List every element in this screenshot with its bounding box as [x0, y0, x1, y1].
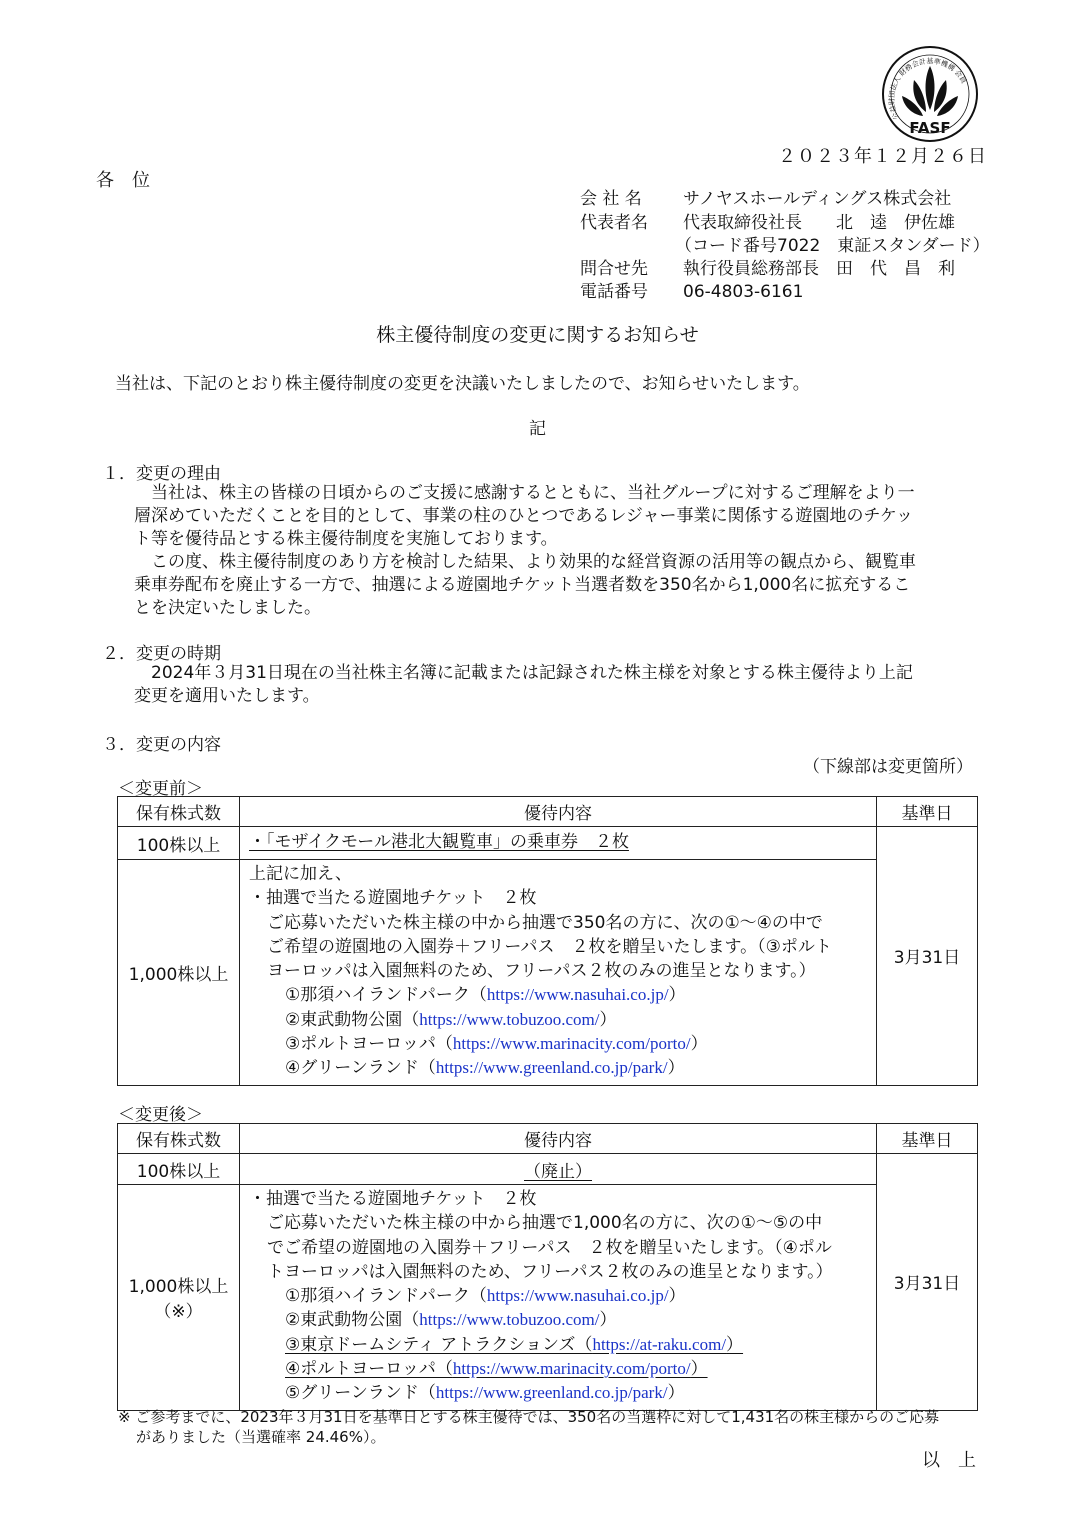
- table-row: [118, 827, 978, 860]
- park-name: ⑤グリーンランド（: [285, 1383, 436, 1404]
- header-shares: 保有株式数: [118, 797, 240, 827]
- park-bracket: ）: [599, 1310, 617, 1331]
- park-name: ④グリーンランド（: [285, 1058, 436, 1079]
- header-date: 基準日: [877, 1124, 978, 1154]
- footnote-line: ※ ご参考までに、2023年３月31日を基準日とする株主優待では、350名の当選枠に対して1,431名の株主様からのご応募: [118, 1408, 940, 1426]
- shares-value: 1,000株以上: [128, 1277, 229, 1298]
- record-date-cell: 3月31日: [877, 1154, 978, 1411]
- company-name-label: 会 社 名: [580, 189, 642, 209]
- section1-heading: １．変更の理由: [102, 464, 221, 484]
- footnote: [118, 1407, 939, 1447]
- park-name: ②東武動物公園（: [285, 1310, 420, 1331]
- park-name: ①那須ハイランドパーク（: [285, 1286, 487, 1307]
- representative-label: 代表者名: [580, 213, 648, 233]
- park-bracket: ）: [668, 985, 686, 1006]
- benefit-line: でご希望の遊園地の入園券＋フリーパス ２枚を贈呈いたします。（④ポル: [267, 1237, 832, 1258]
- park-bracket: ）: [667, 1383, 685, 1404]
- park-url[interactable]: https://www.nasuhai.co.jp/: [486, 1286, 669, 1306]
- table-header-row: [118, 1124, 978, 1154]
- stock-code: （コード番号7022 東証スタンダード）: [675, 236, 990, 256]
- park-bracket: ）: [726, 1334, 744, 1355]
- park-bracket: ）: [667, 1058, 685, 1079]
- benefit-line: ヨーロッパは入園無料のため、フリーパス２枚のみの進呈となります。）: [267, 961, 816, 982]
- header-content: 優待内容: [240, 1124, 877, 1154]
- section1-line: とを決定いたしました。: [134, 598, 321, 618]
- park-item: [249, 1056, 868, 1080]
- table-row: [118, 1154, 978, 1185]
- ki-mark: 記: [529, 419, 546, 439]
- park-item: [249, 1284, 868, 1308]
- section1-line: 当社は、株主の皆様の日頃からのご支援に感謝するとともに、当社グループに対するご理解をより一: [151, 483, 915, 503]
- logo-ring-text: 公益財団法人 財務会計基準機構 会員: [887, 57, 968, 121]
- section1-line: ト等を優待品とする株主優待制度を実施しております。: [134, 529, 558, 549]
- benefit-line: トヨーロッパは入園無料のため、フリーパス２枚のみの進呈となります。）: [267, 1261, 833, 1282]
- park-url[interactable]: https://www.tobuzoo.com/: [419, 1009, 600, 1029]
- park-bracket: ）: [668, 1286, 686, 1307]
- section2-line: 2024年３月31日現在の当社株主名簿に記載または記録された株主様を対象とする株主優待より上記: [151, 663, 913, 683]
- intro-text: 当社は、下記のとおり株主優待制度の変更を決議いたしましたので、お知らせいたします。: [115, 374, 810, 394]
- table-header-row: [118, 797, 978, 827]
- closing-mark: 以 上: [922, 1450, 976, 1471]
- benefit-line: ご応募いただいた株主様の中から抽選で350名の方に、次の①～④の中で: [267, 912, 823, 933]
- park-url[interactable]: https://www.tobuzoo.com/: [419, 1310, 600, 1330]
- header-content: 優待内容: [240, 797, 877, 827]
- contact-label: 問合せ先: [580, 259, 648, 279]
- after-label: ＜変更後＞: [118, 1105, 203, 1125]
- record-date-cell: 3月31日: [877, 827, 978, 1086]
- company-name: サノヤスホールディングス株式会社: [683, 189, 952, 209]
- park-url[interactable]: https://at-raku.com/: [592, 1334, 727, 1354]
- park-item: [249, 1032, 868, 1056]
- document-date: ２０２３年１２月２６日: [778, 146, 987, 167]
- park-item-new: [285, 1335, 743, 1355]
- table-row: [118, 1185, 978, 1411]
- park-url[interactable]: https://www.marinacity.com/porto/: [452, 1359, 691, 1379]
- before-table: [117, 796, 978, 1086]
- table-row: [118, 860, 978, 1086]
- park-name: ②東武動物公園（: [285, 1009, 420, 1030]
- section3-heading: ３．変更の内容: [102, 735, 221, 755]
- shares-cell: 100株以上: [118, 827, 240, 860]
- footnote-line: がありました（当選確率 24.46%）。: [136, 1428, 386, 1446]
- benefit-line: ご応募いただいた株主様の中から抽選で1,000名の方に、次の①～⑤の中: [267, 1213, 823, 1234]
- fasf-logo: [880, 44, 980, 144]
- park-bracket: ）: [690, 1359, 708, 1380]
- phone-number: 06-4803-6161: [683, 282, 804, 302]
- benefit-cell: [240, 827, 877, 860]
- footnote-mark: （※）: [154, 1302, 203, 1323]
- header-shares: 保有株式数: [118, 1124, 240, 1154]
- section2-body: [134, 662, 978, 708]
- after-table: [117, 1123, 978, 1411]
- park-url[interactable]: https://www.greenland.co.jp/park/: [435, 1058, 668, 1078]
- contact: 執行役員総務部長 田 代 昌 利: [683, 259, 955, 279]
- park-item: [249, 1333, 868, 1357]
- section2-line: 変更を適用いたします。: [134, 686, 320, 706]
- section2-heading: ２．変更の時期: [102, 644, 221, 664]
- park-item: [249, 1357, 868, 1381]
- benefit-cell: [240, 1154, 877, 1185]
- benefit-cell: [240, 1185, 877, 1411]
- representative: 代表取締役社長 北 逵 伊佐雄: [683, 213, 955, 233]
- park-name: ④ポルトヨーロッパ（: [285, 1359, 453, 1380]
- section1-line: 層深めていただくことを目的として、事業の柱のひとつであるレジャー事業に関係する遊園地のチケッ: [134, 506, 914, 526]
- benefit-line: ・抽選で当たる遊園地チケット ２枚: [249, 1189, 537, 1209]
- recipient: 各 位: [96, 170, 150, 191]
- park-name: ③東京ドームシティ アトラクションズ（: [285, 1334, 593, 1355]
- park-name: ①那須ハイランドパーク（: [285, 985, 487, 1006]
- shares-cell: [118, 1185, 240, 1411]
- section1-body: [134, 482, 978, 620]
- park-name: ③ポルトヨーロッパ（: [285, 1034, 453, 1055]
- park-item: [249, 1008, 868, 1032]
- logo-text: FASF: [909, 119, 951, 137]
- benefit-line: 上記に加え、: [249, 864, 353, 884]
- park-item: [249, 1308, 868, 1332]
- park-item: [249, 1381, 868, 1405]
- park-url[interactable]: https://www.greenland.co.jp/park/: [435, 1383, 668, 1403]
- before-label: ＜変更前＞: [118, 779, 203, 799]
- benefit-line: ・抽選で当たる遊園地チケット ２枚: [249, 888, 537, 909]
- phone-label: 電話番号: [580, 282, 648, 302]
- park-bracket: ）: [690, 1034, 708, 1055]
- park-url[interactable]: https://www.marinacity.com/porto/: [452, 1034, 691, 1054]
- section1-line: この度、株主優待制度のあり方を検討した結果、より効果的な経営資源の活用等の観点から、観覧車: [151, 552, 916, 572]
- header-date: 基準日: [877, 797, 978, 827]
- benefit-cell: [240, 860, 877, 1086]
- benefit-text: ・「モザイクモール港北大観覧車」の乗車券 ２枚: [249, 832, 629, 852]
- park-item: [249, 983, 868, 1007]
- park-bracket: ）: [599, 1009, 617, 1030]
- shares-cell: 100株以上: [118, 1154, 240, 1185]
- shares-cell: 1,000株以上: [118, 860, 240, 1086]
- abolished-text: （廃止）: [524, 1161, 592, 1182]
- benefit-line: ご希望の遊園地の入園券＋フリーパス ２枚を贈呈いたします。（③ポルト: [267, 936, 832, 957]
- underline-note: （下線部は変更箇所）: [803, 757, 973, 777]
- park-item-renumbered: [285, 1359, 708, 1379]
- section1-line: 乗車券配布を廃止する一方で、抽選による遊園地チケット当選者数を350名から1,000名に拡充するこ: [134, 575, 911, 595]
- document-title: 株主優待制度の変更に関するお知らせ: [376, 324, 699, 346]
- park-url[interactable]: https://www.nasuhai.co.jp/: [486, 985, 669, 1005]
